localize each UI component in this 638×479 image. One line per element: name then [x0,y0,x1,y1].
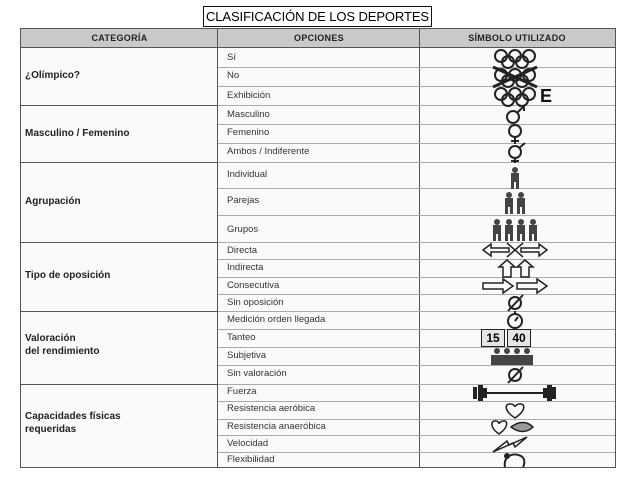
stopwatch-icon [441,311,601,329]
male-female-symbol-icon [441,143,601,163]
option-medicion: Medición orden llegada [227,314,326,325]
score-left: 15 [481,329,505,347]
option-tanteo: Tanteo [227,332,256,343]
male-symbol-icon [441,105,601,125]
female-symbol-icon [441,124,601,144]
option-exhibicion: Exhibición [227,90,271,101]
header-category: CATEGORÍA [91,33,148,43]
option-indirecta: Indirecta [227,262,264,273]
option-directa: Directa [227,245,258,256]
table-header [21,29,615,48]
barbell-icon [441,385,601,401]
option-subjetiva: Subjetiva [227,350,267,361]
option-no: No [227,70,240,81]
direct-opposition-arrows-icon [441,242,601,258]
category-physical-line1: Capacidades físicas [25,411,121,422]
option-parejas: Parejas [227,195,260,206]
category-physical [25,410,205,436]
exhibition-letter: E [540,86,553,106]
option-resistencia-anaerobica: Resistencia anaeróbica [227,421,326,432]
option-grupos: Grupos [227,224,259,235]
slide-title: CLASIFICACIÓN DE LOS DEPORTES [203,6,432,27]
individual-athlete-icon [441,167,601,189]
olympic-rings-exhibition-icon [441,86,601,106]
option-ambos: Ambos / Indiferente [227,146,310,157]
category-performance-line1: Valoración [25,333,76,344]
group-athletes-icon [441,219,601,241]
scoreboard-icon [441,329,601,347]
option-si: Sí [227,52,236,63]
indirect-opposition-arrows-icon [441,259,601,277]
option-sin-valoracion: Sin valoración [227,368,287,379]
option-individual: Individual [227,169,268,180]
category-opposition: Tipo de oposición [25,270,111,281]
option-divider [218,215,615,216]
row-divider [21,105,217,106]
option-velocidad: Velocidad [227,438,269,449]
option-femenino: Femenino [227,127,270,138]
row-divider [21,311,217,312]
option-consecutiva: Consecutiva [227,280,280,291]
row-divider [21,242,217,243]
category-gender: Masculino / Femenino [25,128,130,139]
pair-athletes-icon [441,192,601,214]
category-grouping: Agrupación [25,196,81,207]
category-performance-line2: del rendimiento [25,346,100,357]
score-right: 40 [507,329,531,347]
category-performance [25,332,205,358]
no-valuation-icon [441,366,601,383]
judges-panel-icon [441,347,601,365]
lightning-speed-icon [441,435,601,453]
consecutive-opposition-arrows-icon [441,278,601,294]
olympic-rings-icon [441,48,601,68]
header-options: OPCIONES [294,33,344,43]
heart-icon [441,402,601,419]
flexibility-figure-icon [441,452,601,468]
row-divider [21,384,217,385]
no-opposition-icon [441,294,601,311]
header-symbol: SÍMBOLO UTILIZADO [468,33,566,43]
option-flexibilidad: Flexibilidad [227,454,275,465]
option-fuerza: Fuerza [227,386,257,397]
option-masculino: Masculino [227,109,270,120]
row-divider [21,162,217,163]
option-resistencia-aerobica: Resistencia aeróbica [227,403,316,414]
option-sin-oposicion: Sin oposición [227,297,284,308]
heart-lungs-icon [441,419,601,435]
classification-table [20,28,616,468]
category-physical-line2: requeridas [25,424,77,435]
category-olympic: ¿Olímpico? [25,70,80,81]
olympic-rings-crossed-icon [441,67,601,87]
